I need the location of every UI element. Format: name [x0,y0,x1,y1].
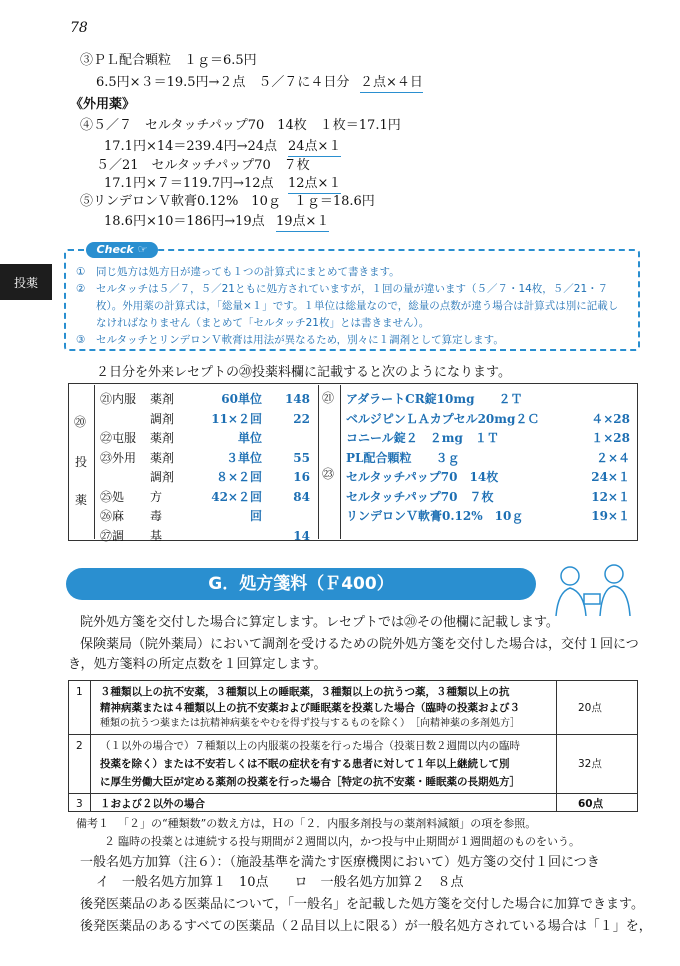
rx-left-qty: 単位 [237,431,262,445]
calc-line: ５／21 セルタッチパップ70 ７枚 [96,158,310,173]
rx-left-pts: 22 [293,411,310,426]
rx-divider [94,385,95,539]
fee-text: 精神病薬または４種類以上の抗不安薬および睡眠薬を投薬した場合（臨時の投薬および３ [100,702,520,714]
rx-left-item: 薬剤 [150,431,175,445]
fee-points: 32点 [578,758,602,770]
fee-text: （１以外の場合で）７種類以上の内服薬の投薬を行った場合（投薬日数２週間以内の臨時 [100,740,520,752]
fee-text: 種類の抗うつ薬または抗精神病薬をやむを得ず投与するものを除く） ［向精神薬の多剤処方］ [100,718,520,729]
calc-line: 18.6円×10＝186円→19点 [104,214,265,229]
note-label: ２ [104,835,115,848]
note-text: 臨時の投薬とは連続する投与期間が２週間以内，かつ投与中止期間が１週間超のものをいう。 [118,835,580,848]
footer-text: イ 一般名処方加算１ 10点 ロ 一般名処方加算２ ８点 [96,875,464,890]
check-tag: Check ☞ [86,242,158,258]
check-item: ① 同じ処方は処方日が違っても１つの計算式にまとめて書きます。 [76,266,400,278]
rx-right-drug: PL配合顆粒 ３ｇ [346,450,460,465]
rx-left-code: ㉑内服 [100,392,137,406]
calc-line: ④５／７ セルタッチパップ70 14枚 １枚＝17.1円 [80,118,401,133]
rx-left-item: 調剤 [150,470,175,484]
rx-left-pts: 16 [293,470,310,484]
rx-left-qty: 11×２回 [211,411,262,426]
rx-right-drug: ベルジピンＬＡカプセル20mg２Ｃ [346,411,540,426]
rx-left-code: ㉒屯服 [100,431,137,445]
rx-left-code: ㉖麻 [100,509,125,523]
rx-left-pts: 14 [293,528,310,543]
calc-line: ③ＰＬ配合顆粒 １ｇ＝6.5円 [80,53,257,68]
rx-right-value: ４×28 [591,411,630,426]
check-item: 枚）。外用薬の計算式は，「総量×１」です。１単位は総量なので，総量の点数が違う場合は計算式は別に記載し [96,300,619,312]
rx-left-item: 基 [150,528,163,543]
rx-right-drug: セルタッチパップ70 ７枚 [346,489,494,504]
paragraph: 保険薬局（院外薬局）において調剤を受けるための院外処方箋を交付した場合は，交付１回につ [80,637,639,652]
rx-divider [318,385,319,539]
section-heading: 《外用薬》 [70,97,136,112]
calc-line: ⑤リンデロンＶ軟膏0.12% 10ｇ １ｇ＝18.6円 [80,194,375,209]
rx-right-drug: リンデロンＶ軟膏0.12% 10ｇ [346,509,524,523]
side-tab: 投薬 [0,264,52,300]
rx-left-pts: 55 [293,450,310,465]
rx-left-pts: 84 [293,489,310,504]
page-number: 78 [70,20,88,36]
section-banner: G．処方箋料（Ｆ400） [66,568,536,600]
rx-left-item: 薬剤 [150,392,175,406]
rx-left-code: ㉕処 [100,489,125,504]
rx-section-label: ⑳ [74,415,87,429]
footer-text: 一般名処方加算（注６）：（施設基準を満たす医療機関において）処方箋の交付１回につき [80,855,600,870]
calc-result: ２点×４日 [360,74,423,93]
rx-right-value: 12×１ [591,489,630,504]
calc-line: 17.1円×14＝239.4円→24点 [104,139,278,154]
footer-text: 後発医薬品のあるすべての医薬品（２品目以上に限る）が一般名処方されている場合は「１」を， [80,919,652,934]
fee-no: 1 [76,686,83,698]
rx-right-drug: セルタッチパップ70 14枚 [346,470,499,484]
fee-divider [90,680,91,812]
rx-section-label: 薬 [75,493,88,507]
rx-left-qty: 42×２回 [211,489,262,504]
rx-left-item: 方 [150,489,163,504]
footer-text: 後発医薬品のある医薬品について，「一般名」を記載した処方箋を交付した場合に加算できます。 [80,897,644,912]
fee-text: に厚生労働大臣が定める薬剤の投薬を行った場合［特定の抗不安薬・睡眠薬の長期処方］ [100,776,520,788]
fee-text: 投薬を除く）または不安若しくは不眠の症状を有する患者に対して１年以上継続して別 [100,758,510,770]
rx-right-code: ㉑ [322,391,335,405]
fee-text: １および２以外の場合 [100,798,205,810]
rx-left-qty: 回 [249,509,262,523]
fee-text: ３種類以上の抗不安薬，３種類以上の睡眠薬，３種類以上の抗うつ薬，３種類以上の抗 [100,686,510,698]
paragraph: 院外処方箋を交付した場合に算定します。レセプトでは⑳その他欄に記載します。 [80,615,559,630]
rx-left-code: ㉗調 [100,528,125,543]
intro-text: ２日分を外来レセプトの⑳投薬料欄に記載すると次のようになります。 [96,365,511,380]
calc-line: 17.1円×７＝119.7円→12点 [104,176,274,191]
fee-points: 20点 [578,702,602,714]
rx-left-qty: ８×２回 [215,470,262,484]
note-label: 備考１ [76,817,109,830]
calc-result: 12点×１ [288,175,341,194]
fee-divider [556,680,557,812]
rx-left-qty: ３単位 [225,450,262,465]
rx-right-code: ㉓ [322,467,335,481]
rx-right-value: 19×１ [591,509,630,523]
rx-left-pts: 148 [284,392,310,406]
rx-left-item: 毒 [150,509,163,523]
rx-left-item: 薬剤 [150,450,175,465]
paragraph: き，処方箋料の所定点数を１回算定します。 [68,657,327,672]
rx-left-item: 調剤 [150,411,175,426]
fee-divider [68,793,638,794]
check-item: ② セルタッチは５／７，５／21ともに処方されていますが，１回の量が違います（５／７・14枚，５／21・７ [76,283,609,295]
calc-result: 19点×１ [276,213,329,232]
pharmacy-illustration [548,556,640,620]
note-text: 「２」の“種類数”の数え方は，Ｈの「２．内服多剤投与の薬剤料減額」の項を参照。 [118,817,537,830]
rx-divider [340,385,341,539]
fee-points: 60点 [578,798,604,810]
rx-right-value: ２×４ [595,450,630,465]
rx-right-value: 24×１ [591,470,630,484]
rx-right-drug: アダラートCR錠10mg ２Ｔ [346,392,523,406]
rx-section-label: 投 [75,455,88,469]
check-item: なければなりません（まとめて「セルタッチ21枚」とは書きません）。 [96,317,430,329]
check-item: ③ セルタッチとリンデロンＶ軟膏は用法が異なるため，別々に１調剤として算定します。 [76,334,504,346]
rx-right-value: １×28 [591,431,630,445]
fee-no: 2 [76,740,83,752]
rx-left-code: ㉓外用 [100,450,137,465]
fee-no: 3 [76,798,83,810]
rx-right-drug: コニール錠２ ２mg １Ｔ [346,431,499,445]
calc-result: 24点×１ [288,138,341,157]
rx-left-qty: 60単位 [221,392,262,406]
fee-divider [68,734,638,735]
calc-line: 6.5円×３＝19.5円→２点 ５／７に４日分 [96,75,350,90]
